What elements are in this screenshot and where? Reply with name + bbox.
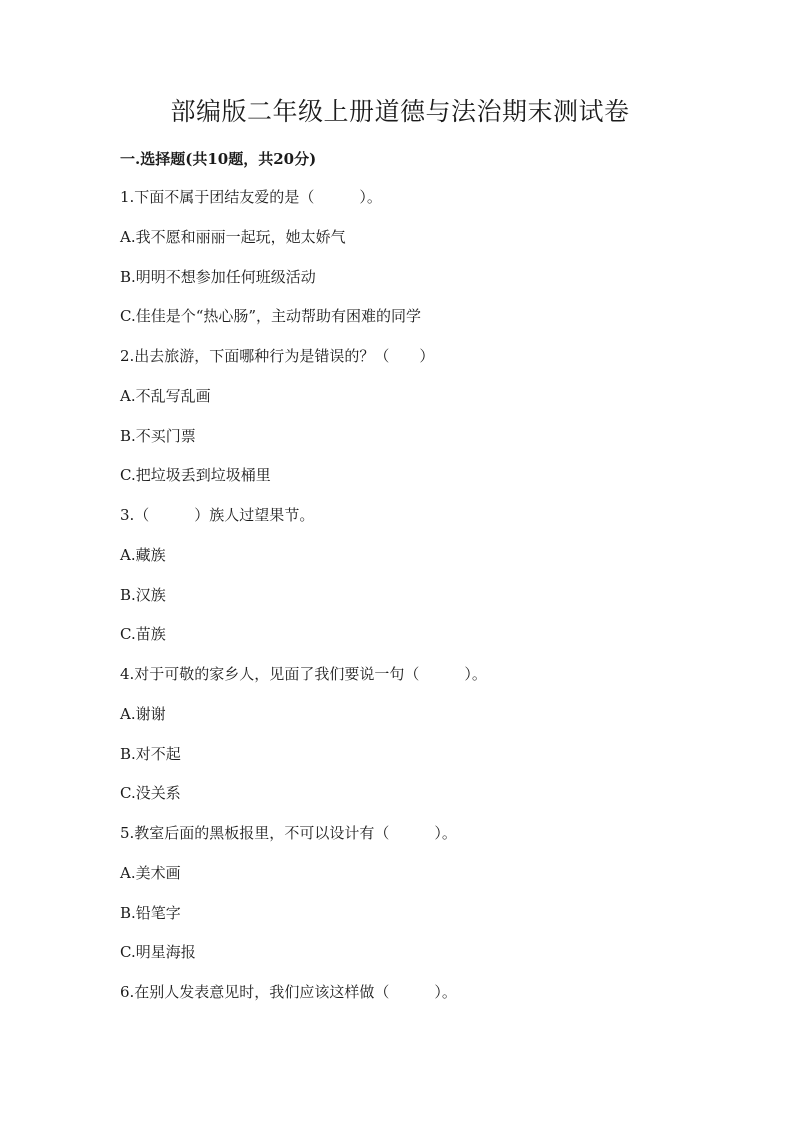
question-4-option-c: C.没关系: [120, 784, 181, 802]
question-3-stem: 3.（ ）族人过望果节。: [120, 506, 315, 524]
question-2-option-c: C.把垃圾丢到垃圾桶里: [120, 466, 271, 484]
question-5-option-b: B.铅笔字: [120, 904, 181, 922]
question-6-stem: 6.在别人发表意见时，我们应该这样做（ ）。: [120, 983, 457, 1001]
question-1-option-c: C.佳佳是个“热心肠”，主动帮助有困难的同学: [120, 307, 422, 325]
question-2-stem: 2.出去旅游，下面哪种行为是错误的？（ ）: [120, 347, 435, 365]
question-4-stem: 4.对于可敬的家乡人，见面了我们要说一句（ ）。: [120, 665, 487, 683]
question-5-option-a: A.美术画: [120, 864, 181, 882]
question-3-option-b: B.汉族: [120, 586, 166, 604]
section-heading: 一.选择题(共10题，共20分): [120, 150, 317, 168]
question-1-option-b: B.明明不想参加任何班级活动: [120, 268, 316, 286]
question-5-option-c: C.明星海报: [120, 943, 196, 961]
question-1-option-a: A.我不愿和丽丽一起玩，她太娇气: [120, 228, 346, 246]
page-title: 部编版二年级上册道德与法治期末测试卷: [170, 97, 630, 126]
question-4-option-b: B.对不起: [120, 745, 181, 763]
question-3-option-a: A.藏族: [120, 546, 166, 564]
question-2-option-a: A.不乱写乱画: [120, 387, 211, 405]
question-5-stem: 5.教室后面的黑板报里，不可以设计有（ ）。: [120, 824, 457, 842]
question-2-option-b: B.不买门票: [120, 427, 196, 445]
question-1-stem: 1.下面不属于团结友爱的是（ ）。: [120, 188, 382, 206]
question-3-option-c: C.苗族: [120, 625, 166, 643]
question-4-option-a: A.谢谢: [120, 705, 166, 723]
